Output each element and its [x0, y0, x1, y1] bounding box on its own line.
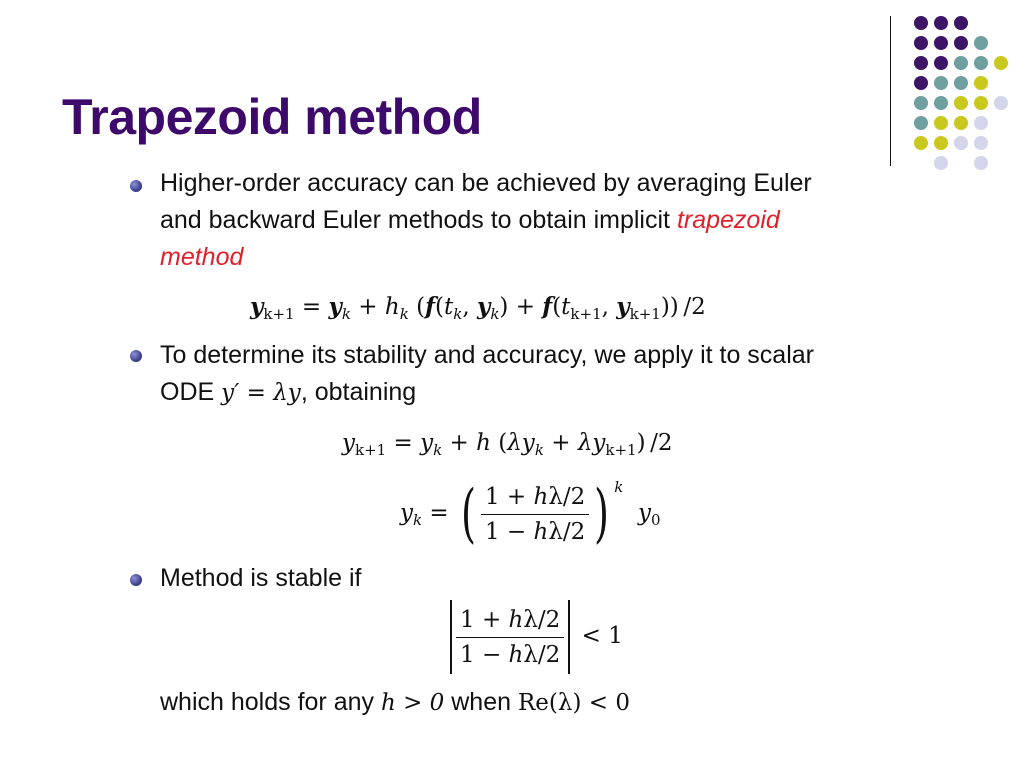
dot: [934, 156, 948, 170]
equation-trapezoid-update: $y_{k+1} = y_k + h_k$ ($f(t_k$, $y_k) + f(t_{k+1}$, $y_{k+1}$)) /2: [250, 293, 706, 323]
dot: [954, 136, 968, 150]
equation-closed-form: $y_k$ = ( $\frac{1 + h\lambda/2}{1 - h\lambda/2}$ ) $^k$ $y_0$: [400, 477, 661, 551]
bullet-marker: [130, 180, 142, 192]
dot: [974, 56, 988, 70]
inline-ode: y′ = λy: [221, 380, 301, 406]
dot: [974, 116, 988, 130]
bullet-1-line-2-text: and backward Euler methods to obtain implicit: [160, 206, 677, 234]
dot: [914, 56, 928, 70]
bullet-2-obtaining: , obtaining: [300, 378, 417, 406]
dot: [974, 36, 988, 50]
dot: [994, 56, 1008, 70]
bullet-2-text: [160, 337, 950, 412]
dot: [974, 156, 988, 170]
dot: [994, 96, 1008, 110]
decorative-dot-grid: [900, 14, 1010, 164]
slide-title: Trapezoid method: [62, 89, 482, 145]
dot: [954, 96, 968, 110]
bullet-1-text: [160, 165, 920, 276]
dot: [954, 36, 968, 50]
bullet-1-line-2: [160, 202, 920, 239]
conclusion-when: when: [444, 688, 518, 716]
dot: [954, 116, 968, 130]
dot: [914, 136, 928, 150]
dot: [934, 76, 948, 90]
dot: [914, 76, 928, 90]
dot: [934, 16, 948, 30]
divider-line: [890, 16, 891, 166]
bullet-marker: [130, 350, 142, 362]
highlight-method: method: [160, 243, 244, 271]
bullet-2-line-1: To determine its stability and accuracy, we apply it to scalar: [160, 341, 814, 369]
dot: [934, 36, 948, 50]
dot: [934, 96, 948, 110]
bullet-1-line-3: [160, 239, 920, 276]
bullet-1-line-1: Higher-order accuracy can be achieved by averaging Euler: [160, 169, 812, 197]
highlight-trapezoid: trapezoid: [676, 206, 780, 234]
conclusion-line: [160, 684, 630, 722]
dot: [974, 76, 988, 90]
bullet-3-text: Method is stable if: [160, 564, 362, 592]
bullet-2-line-2: [160, 374, 950, 412]
dot: [954, 56, 968, 70]
dot: [954, 76, 968, 90]
equation-stability-condition: $\frac{1 + h\lambda/2}{1 - h\lambda/2}$ < 1: [446, 600, 623, 674]
dot: [974, 96, 988, 110]
dot: [934, 136, 948, 150]
dot: [954, 16, 968, 30]
dot: [914, 116, 928, 130]
dot: [934, 116, 948, 130]
dot: [914, 36, 928, 50]
dot: [934, 56, 948, 70]
conclusion-pre: which holds for any: [160, 688, 381, 716]
dot: [914, 16, 928, 30]
dot: [914, 96, 928, 110]
bullet-2-ode-label: ODE: [160, 378, 222, 406]
bullet-marker: [130, 574, 142, 586]
inline-re-lambda: Re(λ) < 0: [517, 690, 630, 716]
dot: [974, 136, 988, 150]
inline-h-positive: h > 0: [380, 690, 445, 716]
equation-scalar-step: $y_{k+1} = y_k + h$ $(\lambda y_k + \lambda y_{k+1})$ /2: [342, 430, 673, 459]
